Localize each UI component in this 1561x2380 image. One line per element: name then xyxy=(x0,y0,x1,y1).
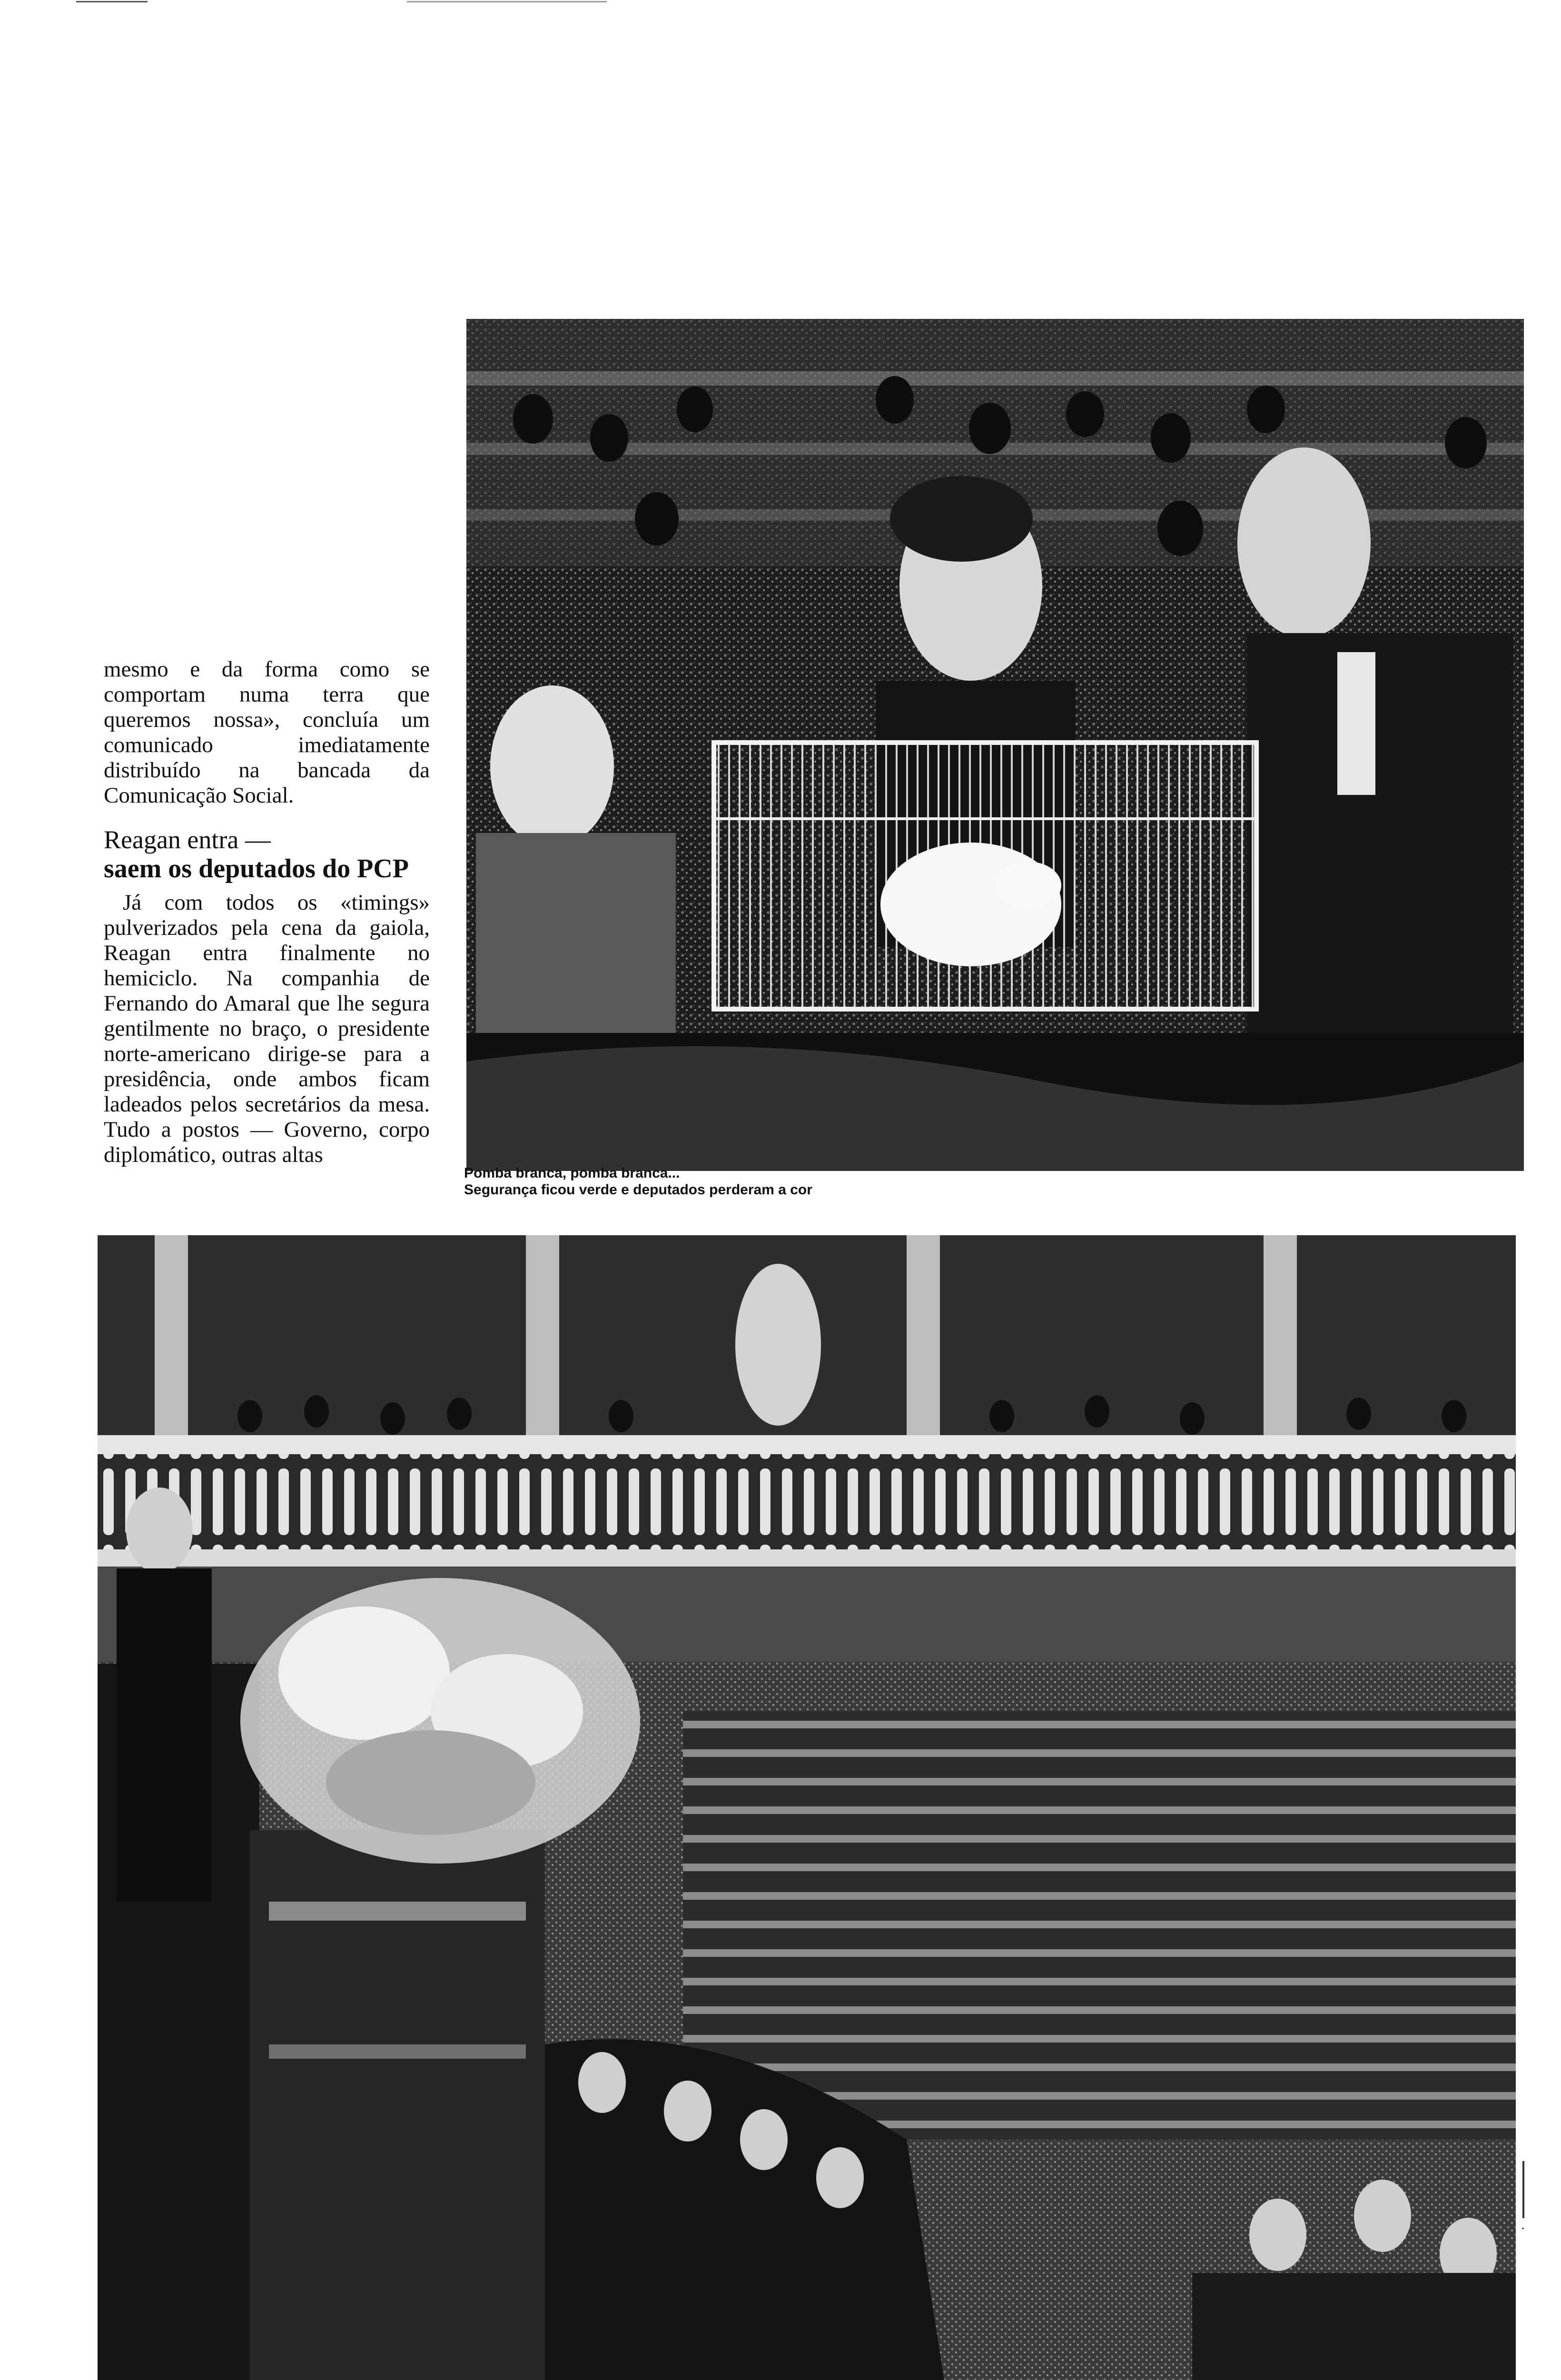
caption-top-line-2: Segurança ficou verde e deputados perderam a cor xyxy=(464,1182,812,1198)
scan-artifact-top-mid xyxy=(407,1,607,2)
photo-reagan-speech-hemicycle xyxy=(98,1235,1516,2380)
caption-top-line-1: Pomba branca, pomba branca... xyxy=(464,1165,680,1181)
article-column xyxy=(104,657,430,1168)
caption-top-photo xyxy=(464,1165,1130,1199)
article-paragraph-2: Já com todos os «timings» pulverizados pela cena da gaiola, Reagan entra finalmente no hemiciclo. Na companhia de Fernando do Amaral que lhe segura gentilmente no braço, o presidente norte-americano dirige-se para a presidência, onde ambos ficam ladeados pelos secretários da mesa. Tudo a postos — Governo, corpo diplomático, outras altas xyxy=(104,890,430,1167)
scan-artifact-right-edge xyxy=(1522,2228,1524,2229)
photo-cage-in-parliament xyxy=(466,319,1524,1171)
scan-artifact-right-vertical xyxy=(1522,2161,1524,2218)
article-paragraph-1: mesmo e da forma como se comportam numa terra que queremos nossa», concluía um comunicado imediatamente distribuído na bancada da Comunicação Social. xyxy=(104,657,430,808)
subhead-saem-deputados: saem os deputados do PCP xyxy=(104,854,409,883)
scan-artifact-top-left xyxy=(76,1,148,2)
subhead-reagan-entra: Reagan entra — xyxy=(104,825,271,854)
